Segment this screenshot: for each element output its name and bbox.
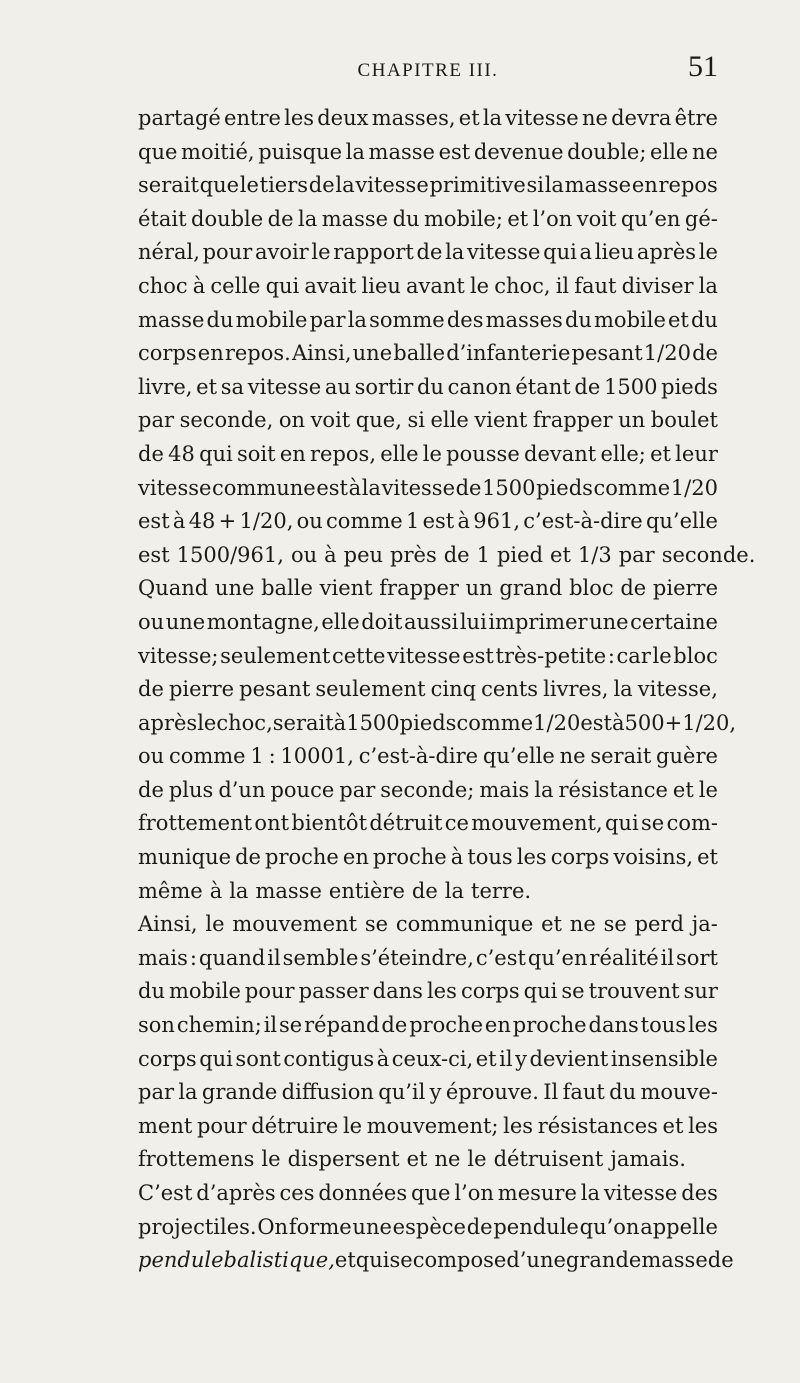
text-line: son chemin; il se répand de proche en proche dans tous les [138,1013,718,1038]
text-line: par seconde, on voit que, si elle vient frapper un boulet [138,408,718,433]
text-line: mais : quand il semble s’éteindre, c’est qu’en réalité il sort [138,945,718,970]
text-line: du mobile pour passer dans les corps qui se trouvent sur [138,979,718,1004]
text-line: munique de proche en proche à tous les corps voisins, et [138,845,718,870]
text-line: même à la masse entière de la terre. [138,878,532,903]
text-line: Ainsi, le mouvement se communique et ne se perd ja- [138,912,718,937]
text-line: projectiles. On forme une espèce de pendule qu’on appelle [138,1214,718,1239]
text-line: est 1500/961, ou à peu près de 1 pied et 1/3 par seconde. [138,542,756,567]
text-line: Quand une balle vient frapper un grand bloc de pierre [138,576,718,601]
page-header [138,50,718,90]
text-line: par la grande diffusion qu’il y éprouve. Il faut du mouve- [138,1080,718,1105]
text-line: corps qui sont contigus à ceux-ci, et il y devient insensible [138,1046,718,1071]
text-line: ment pour détruire le mouvement; les résistances et les [138,1113,718,1138]
text-line: est à 48 + 1/20, ou comme 1 est à 961, c’est-à-dire qu’elle [138,509,718,534]
page-number: 51 [688,50,718,83]
text-line: choc à celle qui avait lieu avant le choc, il faut diviser la [138,273,718,298]
text-line: ou une montagne, elle doit aussi lui imprimer une certaine [138,609,718,634]
text-line: néral, pour avoir le rapport de la vitesse qui a lieu après le [138,240,718,265]
text-line: pendule balistique, et qui se compose d’une grande masse de [138,1248,734,1273]
text-line: corps en repos. Ainsi, une balle d’infanterie pesant 1/20 de [138,341,718,366]
text-line: de plus d’un pouce par seconde; mais la résistance et le [138,777,718,802]
text-line: partagé entre les deux masses, et la vitesse ne devra être [138,106,718,130]
text-line: ou comme 1 : 10001, c’est-à-dire qu’elle ne serait guère [138,744,718,769]
text-line: de 48 qui soit en repos, elle le pousse devant elle; et leur [138,441,718,466]
text-line: de pierre pesant seulement cinq cents livres, la vitesse, [138,677,718,702]
text-line: serait que le tiers de la vitesse primitive si la masse en repos [138,173,718,198]
text-line: après le choc, serait à 1500 pieds comme 1/20 est à 500 + 1/20, [138,710,737,735]
text-line: vitesse; seulement cette vitesse est très-petite : car le bloc [138,643,718,668]
text-line: frottement ont bientôt détruit ce mouvement, qui se com- [138,811,718,836]
body-text [138,102,756,1278]
running-head: CHAPITRE III. [357,60,499,81]
text-line: était double de la masse du mobile; et l’on voit qu’en gé- [138,206,718,231]
text-line: vitesse commune est à la vitesse de 1500 pieds comme 1/20 [138,475,718,500]
text-line: que moitié, puisque la masse est devenue double; elle ne [138,139,718,164]
text-line: livre, et sa vitesse au sortir du canon étant de 1500 pieds [138,374,718,399]
text-line: masse du mobile par la somme des masses du mobile et du [138,307,718,332]
text-line: C’est d’après ces données que l’on mesure la vitesse des [138,1181,718,1205]
text-line: frottemens le dispersent et ne le détruisent jamais. [138,1147,686,1172]
